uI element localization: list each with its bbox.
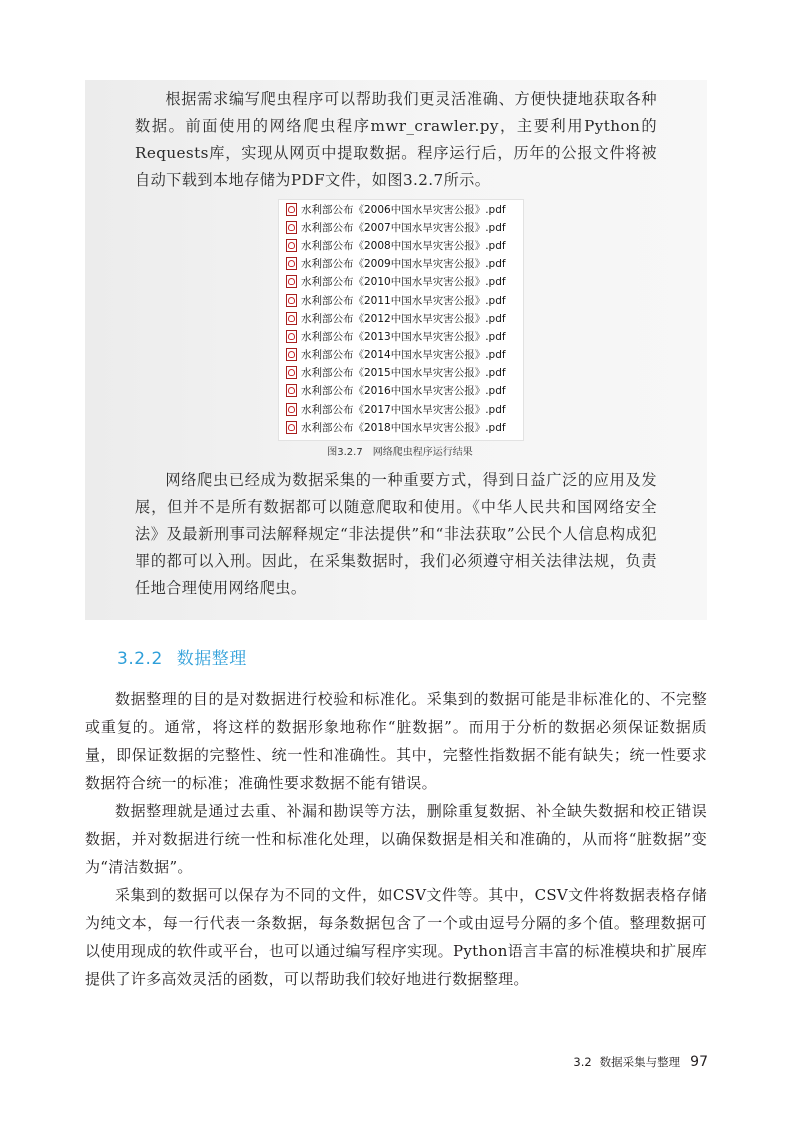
file-item-2016: 水利部公布《2016中国水旱灾害公报》.pdf: [279, 382, 523, 400]
file-item-2014: 水利部公布《2014中国水旱灾害公报》.pdf: [279, 346, 523, 364]
file-item-2010: 水利部公布《2010中国水旱灾害公报》.pdf: [279, 273, 523, 291]
file-item-2015: 水利部公布《2015中国水旱灾害公报》.pdf: [279, 364, 523, 382]
body-paragraph-3: 采集到的数据可以保存为不同的文件，如CSV文件等。其中，CSV文件将数据表格存储为纯文本，每一行代表一条数据，每条数据包含了一个或由逗号分隔的多个值。整理数据可以使用现成的软件或平台，也可以通过编写程序实现。Python语言丰富的标准模块和扩展库提供了许多高效灵活的函数，可以帮助我们较好地进行数据整理。: [85, 886, 707, 988]
page-number: 97: [690, 1054, 708, 1070]
body-paragraph-1: 数据整理的目的是对数据进行校验和标准化。采集到的数据可能是非标准化的、不完整或重复的。通常，将这样的数据形象地称作“脏数据”。而用于分析的数据必须保证数据质量，即保证数据的完整性、统一性和准确性。其中，完整性指数据不能有缺失；统一性要求数据符合统一的标准；准确性要求数据不能有错误。: [85, 690, 707, 792]
reading-paragraph-1: 根据需求编写爬虫程序可以帮助我们更灵活准确、方便快捷地获取各种数据。前面使用的网络爬虫程序mwr_crawler.py，主要利用Python的Requests库，实现从网页中提取数据。程序运行后，历年的公报文件将被自动下载到本地存储为PDF文件，如图3.2.7所示。: [135, 90, 657, 189]
pdf-file-icon: [286, 239, 297, 252]
pdf-file-icon: [286, 403, 297, 416]
file-item-2012: 水利部公布《2012中国水旱灾害公报》.pdf: [279, 309, 523, 327]
pdf-file-icon: [286, 384, 297, 397]
file-item-2018: 水利部公布《2018中国水旱灾害公报》.pdf: [279, 418, 523, 436]
pdf-file-icon: [286, 257, 297, 270]
page-footer: [573, 1054, 708, 1070]
pdf-file-icon: [286, 330, 297, 343]
figure-caption: [278, 443, 522, 458]
figure-number: 图3.2.7: [327, 447, 363, 458]
section-heading: [117, 644, 247, 669]
section-number: 3.2.2: [117, 649, 163, 669]
section-title: 数据整理: [176, 649, 247, 669]
file-item-2009: 水利部公布《2009中国水旱灾害公报》.pdf: [279, 255, 523, 273]
pdf-file-icon: [286, 366, 297, 379]
body-paragraph-2: 数据整理就是通过去重、补漏和勘误等方法，删除重复数据、补全缺失数据和校正错误数据，并对数据进行统一性和标准化处理，以确保数据是相关和准确的，从而将“脏数据”变为“清洁数据”。: [85, 802, 707, 876]
file-item-2011: 水利部公布《2011中国水旱灾害公报》.pdf: [279, 291, 523, 309]
pdf-file-icon: [286, 221, 297, 234]
file-item-2008: 水利部公布《2008中国水旱灾害公报》.pdf: [279, 236, 523, 254]
pdf-file-icon: [286, 312, 297, 325]
pdf-file-icon: [286, 421, 297, 434]
figure-title: 网络爬虫程序运行结果: [372, 447, 473, 458]
file-item-2013: 水利部公布《2013中国水旱灾害公报》.pdf: [279, 327, 523, 345]
body-text: [85, 685, 707, 993]
footer-section-title: 数据采集与整理: [599, 1055, 681, 1069]
file-item-2006: 水利部公布《2006中国水旱灾害公报》.pdf: [279, 200, 523, 218]
pdf-file-icon: [286, 294, 297, 307]
pdf-file-icon: [286, 275, 297, 288]
file-list-screenshot: [278, 199, 524, 441]
pdf-file-icon: [286, 348, 297, 361]
file-item-2007: 水利部公布《2007中国水旱灾害公报》.pdf: [279, 218, 523, 236]
reading-paragraph-2: 网络爬虫已经成为数据采集的一种重要方式，得到日益广泛的应用及发展，但并不是所有数据都可以随意爬取和使用。《中华人民共和国网络安全法》及最新刑事司法解释规定“非法提供”和“非法获取”公民个人信息构成犯罪的都可以入刑。因此，在采集数据时，我们必须遵守相关法律法规，负责任地合理使用网络爬虫。: [135, 471, 657, 597]
pdf-file-icon: [286, 203, 297, 216]
file-item-2017: 水利部公布《2017中国水旱灾害公报》.pdf: [279, 400, 523, 418]
footer-section-number: 3.2: [573, 1055, 592, 1069]
